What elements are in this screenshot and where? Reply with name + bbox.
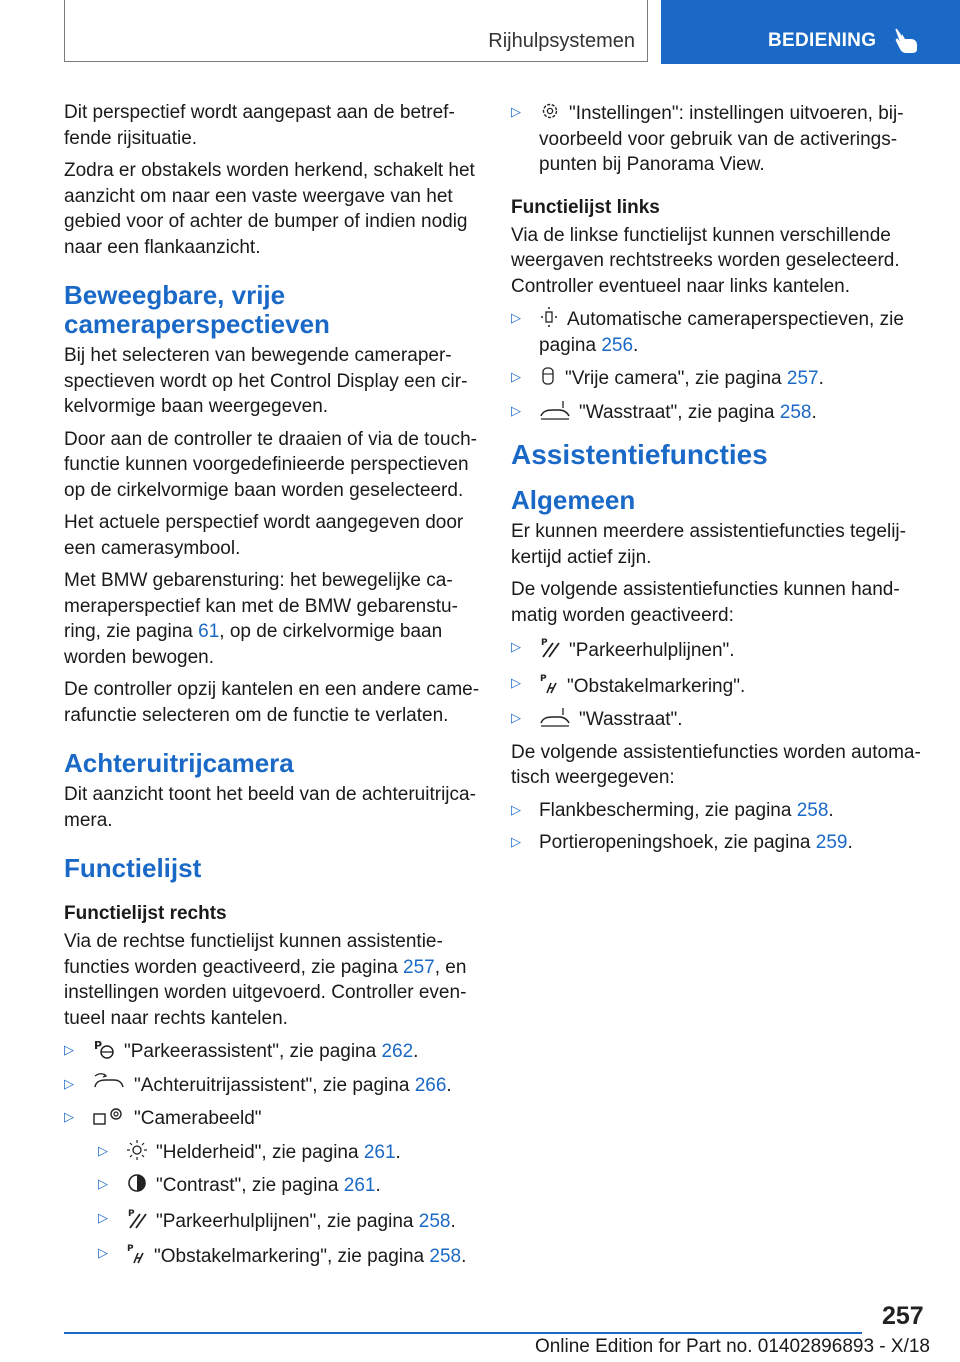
paragraph: Via de rechtse functielijst kunnen assistentiefuncties worden geactiveerd, zie pagina 257, en instellingen worden uitgevoerd. Controller eventueel naar rechts kantelen. xyxy=(64,931,467,1029)
contrast-icon xyxy=(126,1172,148,1194)
page-link[interactable]: 258 xyxy=(429,1246,462,1267)
car-wash-icon xyxy=(539,706,571,728)
subheading-functielijst-rechts: Functielijst rechts xyxy=(64,903,227,924)
subheading-functielijst-links: Functielijst links xyxy=(511,196,660,218)
svg-text:P: ▷ P xyxy=(540,673,547,684)
section-heading-assistentiefuncties: Assistentiefuncties xyxy=(511,439,768,470)
paragraph: Via de linkse functielijst kunnen verschillende weergaven rechtstreeks worden geselecteerd. Controller eventueel naar links kantelen. xyxy=(511,224,900,297)
page-link[interactable]: 256 xyxy=(601,334,634,356)
list-item: ▷ "Wasstraat", zie pagina 258. xyxy=(511,399,931,426)
list-item: ▷ "Helderheid", zie pagina 261. xyxy=(98,1139,484,1166)
list-item: ▷ Portieropeningshoek, zie pagina 259. xyxy=(511,830,931,856)
page-link[interactable]: 261 xyxy=(363,1141,396,1163)
svg-text:P: ▷ P xyxy=(94,1039,103,1052)
function-list-left xyxy=(511,306,931,425)
paragraph: Bij het selecteren van bewegende cameraperspectieven wordt op het Control Display een cirkelvormige baan weergegeven. xyxy=(64,345,468,417)
gear-icon xyxy=(539,100,561,122)
header-section-title: Rijhulpsystemen xyxy=(488,30,635,52)
list-item: ▷ P "Obstakelmarkering", zie pagina 258. xyxy=(98,1241,484,1270)
camera-settings-icon xyxy=(92,1105,126,1127)
page-link[interactable]: 258 xyxy=(418,1210,451,1232)
paragraph: Zodra er obstakels worden herkend, schakelt het aanzicht om naar een vaste weergave van het gebied voor of achter de bumper of indien nodig naar een flankaanzicht. xyxy=(64,160,475,258)
list-item: ▷ Automatische cameraperspectieven, zie pagina 256. xyxy=(511,306,931,358)
page-number: 257 xyxy=(882,1302,924,1330)
paragraph: Dit perspectief wordt aangepast aan de betreffende rijsituatie. xyxy=(64,102,455,149)
paragraph: Dit aanzicht toont het beeld van de achteruitrijcamera. xyxy=(64,784,476,831)
list-item: ▷ "Camerabeeld" xyxy=(64,1105,484,1132)
brightness-icon xyxy=(126,1139,148,1161)
free-camera-icon xyxy=(539,365,557,387)
paragraph: De controller opzij kantelen en een andere camerafunctie selecteren om de functie te verlaten. xyxy=(64,679,480,726)
settings-list xyxy=(511,100,931,178)
header-chapter-tab xyxy=(661,0,960,64)
svg-text:P: ▷ P xyxy=(541,638,548,648)
list-item: ▷ P "Parkeerassistent", zie pagina 262. xyxy=(64,1038,484,1065)
list-item: ▷ P "Parkeerhulplijnen". xyxy=(511,635,931,664)
paragraph: Het actuele perspectief wordt aangegeven door een camerasymbool. xyxy=(64,512,464,559)
obstacle-marking-icon xyxy=(126,1241,146,1265)
pointing-hand-icon xyxy=(893,26,919,54)
header-chapter-title: BEDIENING xyxy=(768,30,877,51)
obstacle-marking-icon xyxy=(539,671,559,695)
list-item: ▷ Flankbescherming, zie pagina 258. xyxy=(511,798,931,824)
paragraph: De volgende assistentiefuncties kunnen handmatig worden geactiveerd: xyxy=(511,579,900,626)
auto-camera-icon xyxy=(539,306,559,328)
right-column xyxy=(511,100,931,863)
list-item: ▷ P "Parkeerhulplijnen", zie pagina 258. xyxy=(98,1206,484,1235)
page-link[interactable]: 262 xyxy=(381,1041,414,1062)
paragraph: Door aan de controller te draaien of via de touchfunctie kunnen voorgedefinieerde perspectieven op de cirkelvormige baan worden geselecteerd. xyxy=(64,428,477,501)
paragraph: De volgende assistentiefuncties worden automatisch weergegeven: xyxy=(511,741,921,788)
list-item: ▷ "Wasstraat". xyxy=(511,706,931,733)
list-item: ▷ "Contrast", zie pagina 261. xyxy=(98,1172,484,1199)
page-link[interactable]: 258 xyxy=(796,799,829,821)
section-heading-beweegbare: Beweegbare, vrije cameraperspectieven xyxy=(64,280,330,339)
header-section-box xyxy=(64,0,648,62)
reversing-assistant-icon xyxy=(92,1072,126,1094)
svg-text:P: ▷ P xyxy=(127,1244,134,1254)
list-item: ▷ "Achteruitrijassistent", zie pagina 266. xyxy=(64,1072,484,1099)
function-list-right xyxy=(64,1038,484,1132)
camera-image-sublist xyxy=(98,1139,484,1270)
page-link[interactable]: 266 xyxy=(414,1074,447,1096)
list-item: ▷ "Vrije camera", zie pagina 257. xyxy=(511,365,931,392)
parking-guidelines-icon xyxy=(539,635,561,659)
page-link[interactable]: 61 xyxy=(198,621,220,642)
list-item: ▷ "Instellingen": instellingen uitvoeren, bijvoorbeeld voor gebruik van de activeringspunten bij Panorama View. xyxy=(511,100,931,178)
svg-text:P: ▷ P xyxy=(128,1208,135,1219)
section-heading-achteruitrijcamera: Achteruitrijcamera xyxy=(64,748,294,778)
parking-guidelines-icon xyxy=(126,1206,148,1230)
manual-functions-list xyxy=(511,635,931,733)
page-link[interactable]: 258 xyxy=(779,401,812,423)
footer-divider xyxy=(64,1332,862,1334)
paragraph: Er kunnen meerdere assistentiefuncties tegelijkertijd actief zijn. xyxy=(511,521,906,568)
section-heading-algemeen: Algemeen xyxy=(511,485,636,515)
page-link[interactable]: 259 xyxy=(815,832,848,853)
left-column xyxy=(64,100,484,1277)
car-wash-icon xyxy=(539,399,571,421)
paragraph: Met BMW gebarensturing: het bewegelijke cameraperspectief kan met de BMW gebarensturing, zie pagina 61, op de cirkelvormige baan worden bewogen. xyxy=(64,570,458,668)
section-heading-functielijst: Functielijst xyxy=(64,853,202,883)
list-item: ▷ P "Obstakelmarkering". xyxy=(511,671,931,700)
parking-assistant-icon xyxy=(92,1038,116,1060)
page-link[interactable]: 261 xyxy=(343,1175,376,1196)
auto-functions-list xyxy=(511,798,931,856)
page-link[interactable]: 257 xyxy=(786,368,819,389)
page-link[interactable]: 257 xyxy=(403,956,435,978)
footer-edition: Online Edition for Part no. 01402896893 - X/18 xyxy=(534,1336,930,1357)
